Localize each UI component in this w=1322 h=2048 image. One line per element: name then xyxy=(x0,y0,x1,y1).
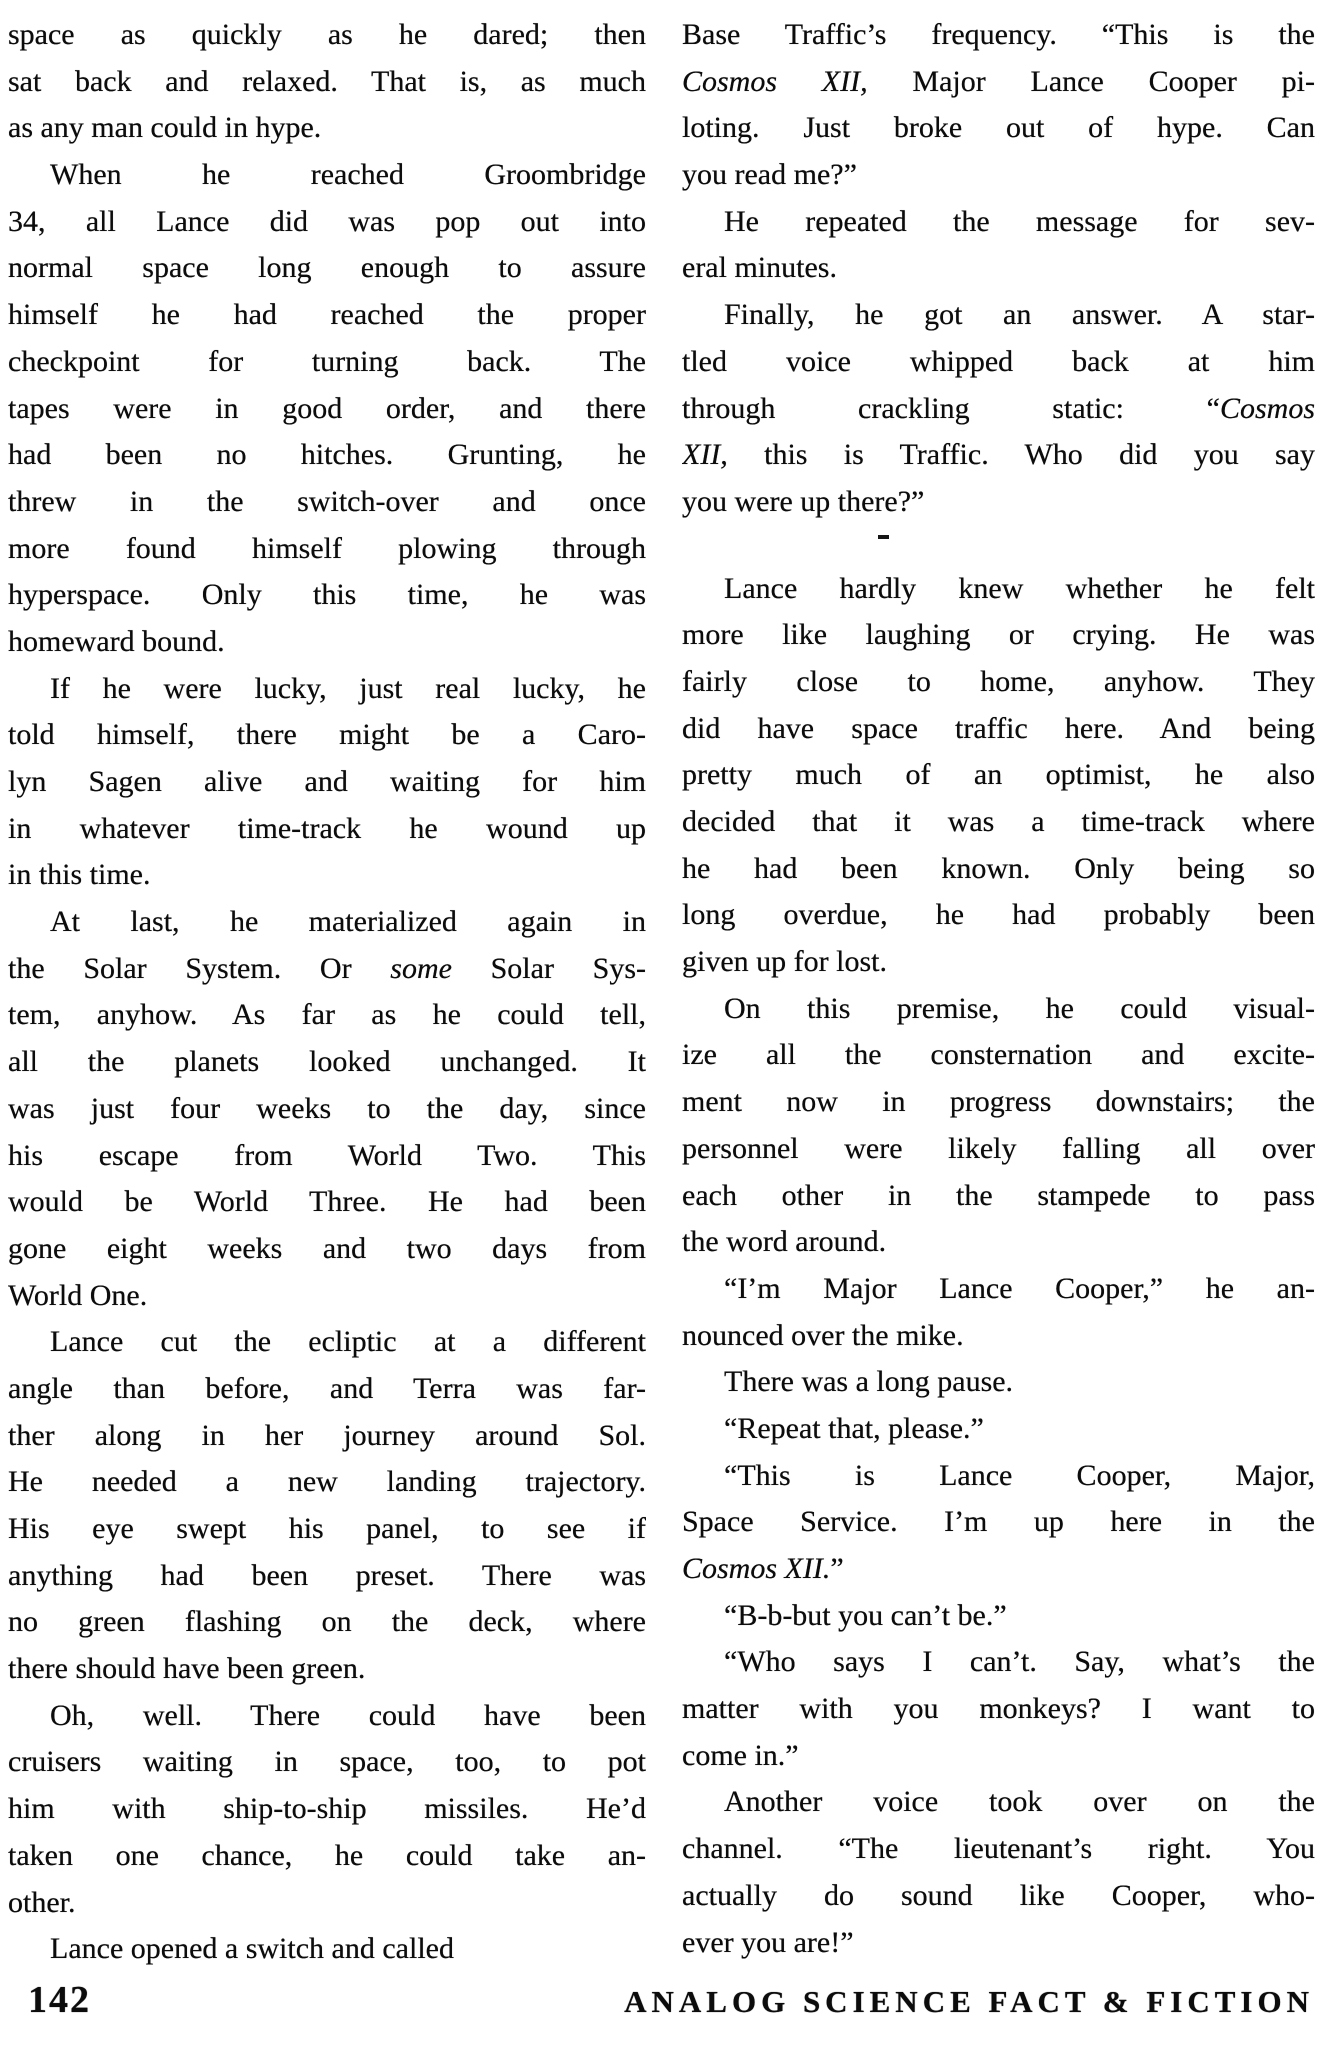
section-break-dot xyxy=(878,535,889,539)
text-line: in this time. xyxy=(8,858,151,892)
text-line: the word around. xyxy=(682,1225,887,1259)
text-line: normal space long enough to assure xyxy=(8,251,646,285)
text-line: ever you are!” xyxy=(682,1925,854,1959)
text-line: as any man could in hype. xyxy=(8,111,322,145)
text-line: If he were lucky, just real lucky, he xyxy=(50,671,646,705)
text-line: Cosmos XII, Major Lance Cooper pi- xyxy=(682,64,1315,98)
text-line: pretty much of an optimist, he also xyxy=(682,758,1315,792)
text-line: ment now in progress downstairs; the xyxy=(682,1085,1315,1119)
text-line: World One. xyxy=(8,1278,148,1312)
text-line: loting. Just broke out of hype. Can xyxy=(682,111,1315,145)
text-line: would be World Three. He had been xyxy=(8,1185,646,1219)
text-line: given up for lost. xyxy=(682,945,887,979)
text-line: each other in the stampede to pass xyxy=(682,1178,1315,1212)
text-line: tapes were in good order, and there xyxy=(8,391,646,425)
page-number: 142 xyxy=(28,1979,91,2021)
text-line: told himself, there might be a Caro- xyxy=(8,718,646,752)
text-line: ize all the consternation and excite- xyxy=(682,1038,1315,1072)
text-line: him with ship-to-ship missiles. He’d xyxy=(8,1792,646,1826)
text-line: Space Service. I’m up here in the xyxy=(682,1505,1315,1539)
text-line: homeward bound. xyxy=(8,624,225,658)
text-line: tem, anyhow. As far as he could tell, xyxy=(8,998,646,1032)
text-line: Lance opened a switch and called xyxy=(50,1932,454,1966)
text-line: There was a long pause. xyxy=(724,1365,1014,1399)
text-line: 34, all Lance did was pop out into xyxy=(8,204,646,238)
text-line: taken one chance, he could take an- xyxy=(8,1838,646,1872)
text-line: come in.” xyxy=(682,1738,799,1772)
text-line: long overdue, he had probably been xyxy=(682,898,1315,932)
running-title: ANALOG SCIENCE FACT & FICTION xyxy=(624,1984,1314,2019)
text-line: Lance cut the ecliptic at a different xyxy=(50,1325,646,1359)
text-line: channel. “The lieutenant’s right. You xyxy=(682,1832,1315,1866)
text-column-right xyxy=(682,12,1315,1966)
text-line: did have space traffic here. And being xyxy=(682,711,1315,745)
text-line: hyperspace. Only this time, he was xyxy=(8,578,646,612)
section-break xyxy=(682,526,1315,566)
text-line: matter with you monkeys? I want to xyxy=(682,1692,1315,1726)
text-line: actually do sound like Cooper, who- xyxy=(682,1878,1315,1912)
text-line: in whatever time-track he wound up xyxy=(8,811,646,845)
text-line: “I’m Major Lance Cooper,” he an- xyxy=(724,1271,1315,1305)
text-line: more like laughing or crying. He was xyxy=(682,618,1315,652)
text-line: He repeated the message for sev- xyxy=(724,204,1315,238)
text-line: you read me?” xyxy=(682,158,857,192)
text-line: the Solar System. Or some Solar Sys- xyxy=(8,951,646,985)
text-line: Another voice took over on the xyxy=(724,1785,1315,1819)
text-line: XII, this is Traffic. Who did you say xyxy=(682,438,1315,472)
text-line: more found himself plowing through xyxy=(8,531,646,565)
text-line: eral minutes. xyxy=(682,251,837,285)
text-line: you were up there?” xyxy=(682,484,925,518)
text-line: his escape from World Two. This xyxy=(8,1138,646,1172)
text-line: checkpoint for turning back. The xyxy=(8,344,646,378)
text-line: through crackling static: “Cosmos xyxy=(682,391,1315,425)
text-line: had been no hitches. Grunting, he xyxy=(8,438,646,472)
text-line: cruisers waiting in space, too, to pot xyxy=(8,1745,646,1779)
text-line: angle than before, and Terra was far- xyxy=(8,1371,646,1405)
text-line: “Repeat that, please.” xyxy=(724,1411,984,1445)
text-line: was just four weeks to the day, since xyxy=(8,1091,646,1125)
text-line: gone eight weeks and two days from xyxy=(8,1231,646,1265)
text-line: When he reached Groombridge xyxy=(50,158,646,192)
text-line: space as quickly as he dared; then xyxy=(8,18,646,51)
text-line: His eye swept his panel, to see if xyxy=(8,1512,646,1545)
text-line: there should have been green. xyxy=(8,1652,366,1686)
text-line: “B-b-but you can’t be.” xyxy=(724,1598,1007,1632)
text-line: decided that it was a time-track where xyxy=(682,805,1315,838)
text-line: Finally, he got an answer. A star- xyxy=(724,298,1315,332)
text-line: himself he had reached the proper xyxy=(8,298,646,332)
page-footer xyxy=(28,1978,1314,2022)
text-line: Base Traffic’s frequency. “This is the xyxy=(682,18,1315,51)
text-line: ther along in her journey around Sol. xyxy=(8,1418,646,1452)
text-line: he had been known. Only being so xyxy=(682,851,1315,885)
text-line: Lance hardly knew whether he felt xyxy=(724,571,1315,605)
text-line: sat back and relaxed. That is, as much xyxy=(8,64,646,98)
text-line: “This is Lance Cooper, Major, xyxy=(724,1458,1315,1492)
text-line: lyn Sagen alive and waiting for him xyxy=(8,765,646,798)
text-line: At last, he materialized again in xyxy=(50,905,646,939)
text-line: “Who says I can’t. Say, what’s the xyxy=(724,1645,1315,1679)
text-line: anything had been preset. There was xyxy=(8,1558,646,1592)
text-line: all the planets looked unchanged. It xyxy=(8,1045,646,1079)
text-line: tled voice whipped back at him xyxy=(682,344,1315,378)
text-line: threw in the switch-over and once xyxy=(8,484,646,518)
text-column-left xyxy=(8,12,646,1973)
text-line: He needed a new landing trajectory. xyxy=(8,1465,646,1499)
text-line: fairly close to home, anyhow. They xyxy=(682,664,1315,698)
text-line: On this premise, he could visual- xyxy=(724,991,1315,1025)
text-line: no green flashing on the deck, where xyxy=(8,1605,646,1639)
text-line: personnel were likely falling all over xyxy=(682,1131,1315,1165)
text-line: Oh, well. There could have been xyxy=(50,1698,646,1732)
text-line: Cosmos XII.” xyxy=(682,1552,844,1585)
text-line: other. xyxy=(8,1885,76,1919)
text-line: nounced over the mike. xyxy=(682,1318,964,1352)
